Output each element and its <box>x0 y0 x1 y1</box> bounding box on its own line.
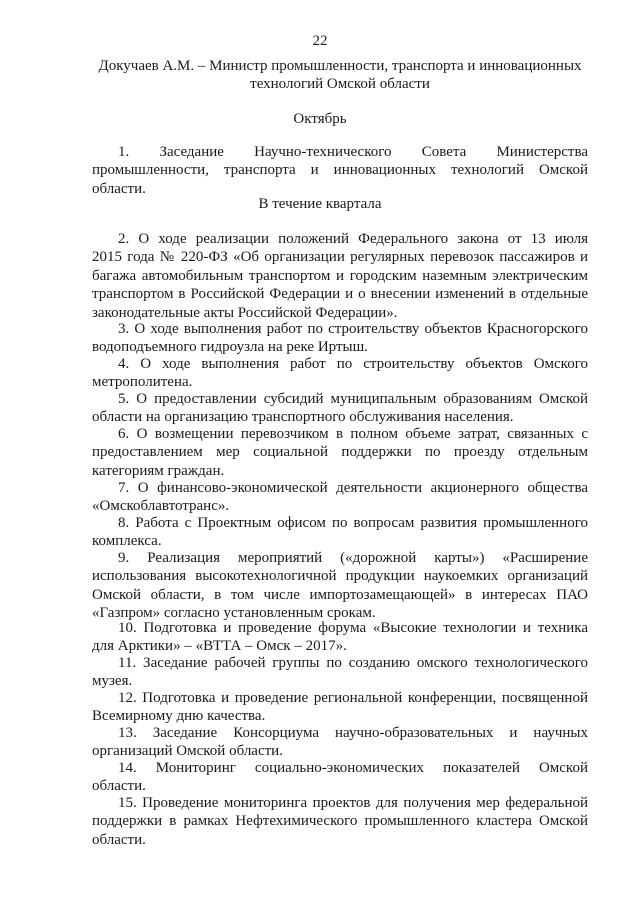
list-item-first-line: 12. Подготовка и проведение региональной конференции, посвященной <box>118 690 588 706</box>
list-item-continuation: комплекса. <box>92 533 162 550</box>
list-item-continuation: области на организацию транспортного обслуживания населения. <box>92 409 514 426</box>
list-item-15 <box>92 794 588 849</box>
list-item-first-line: 7. О финансово-экономической деятельности акционерного общества <box>118 480 588 496</box>
list-item-first-line: 2. О ходе реализации положений Федерального закона от 13 июля <box>118 231 588 247</box>
list-item-first-line: 5. О предоставлении субсидий муниципальным образованиям Омской <box>118 391 588 407</box>
list-item-continuation: водоподъемного гидроузла на реке Иртыш. <box>92 339 368 356</box>
list-item-first-line: 8. Работа с Проектным офисом по вопросам развития промышленного <box>118 515 588 531</box>
list-item-continuation: метрополитена. <box>92 374 193 391</box>
list-item-first-line: 13. Заседание Консорциума научно-образовательных и научных <box>118 725 588 741</box>
list-item-continuation: для Арктики» – «ВТТА – Омск – 2017». <box>92 638 347 655</box>
list-item-4 <box>92 355 588 392</box>
list-item-continuation: Всемирному дню качества. <box>92 708 266 725</box>
list-item-2 <box>92 230 588 322</box>
list-item-11 <box>92 654 588 691</box>
list-item-continuation: «Омскоблавтотранс». <box>92 498 230 515</box>
list-item-5 <box>92 390 588 427</box>
list-item-continuation: музея. <box>92 673 133 690</box>
list-item-first-line: 15. Проведение мониторинга проектов для получения мер федеральной <box>118 795 588 811</box>
list-item-14 <box>92 759 588 796</box>
heading-line-1: Докучаев А.М. – Министр промышленности, транспорта и инновационных <box>98 58 582 74</box>
list-item-8 <box>92 514 588 551</box>
list-item-7 <box>92 479 588 516</box>
list-item-10 <box>92 619 588 656</box>
heading-line-2: технологий Омской области <box>250 76 430 92</box>
list-item-1 <box>92 143 588 198</box>
list-item-first-line: 1. Заседание Научно-технического Совета Министерства <box>118 144 588 160</box>
list-item-12 <box>92 689 588 726</box>
list-item-first-line: 9. Реализация мероприятий («дорожной карты») «Расширение <box>118 550 588 566</box>
list-item-first-line: 11. Заседание рабочей группы по созданию омского технологического <box>118 655 588 671</box>
list-item-first-line: 6. О возмещении перевозчиком в полном объеме затрат, связанных с <box>118 426 588 442</box>
list-item-continuation: использования высокотехнологичной продукции наукоемких организаций Омской области, в том числе импортозамещающей» в интересах ПАО «Газпром» согласно установленным срокам. <box>92 568 588 622</box>
list-item-3 <box>92 320 588 357</box>
list-item-continuation: 2015 года № 220-ФЗ «Об организации регулярных перевозок пассажиров и багажа автомобильным транспортом и городским наземным электрическим транспортом в Российской Федерации и о внесении изменений в отдельные законодательные акты Российской Федерации». <box>92 249 588 321</box>
list-item-first-line: 14. Мониторинг социально-экономических показателей Омской <box>118 760 588 776</box>
document-heading <box>96 57 584 93</box>
page-number: 22 <box>312 33 328 49</box>
list-item-9 <box>92 549 588 623</box>
list-item-continuation: промышленности, транспорта и инновационных технологий Омской области. <box>92 162 588 197</box>
list-item-13 <box>92 724 588 761</box>
list-item-continuation: организаций Омской области. <box>92 743 283 760</box>
section-title-october: Октябрь <box>293 111 347 127</box>
list-item-6 <box>92 425 588 480</box>
list-item-continuation: области. <box>92 778 146 795</box>
list-item-first-line: 3. О ходе выполнения работ по строительству объектов Красногорского <box>118 321 588 337</box>
list-item-continuation: предоставлением мер социальной поддержки по проезду отдельным категориям граждан. <box>92 444 588 479</box>
list-item-first-line: 4. О ходе выполнения работ по строительству объектов Омского <box>118 356 588 372</box>
list-item-first-line: 10. Подготовка и проведение форума «Высокие технологии и техника <box>118 620 588 636</box>
section-title-quarter: В течение квартала <box>258 196 382 212</box>
list-item-continuation: поддержки в рамках Нефтехимического промышленного кластера Омской области. <box>92 813 588 848</box>
